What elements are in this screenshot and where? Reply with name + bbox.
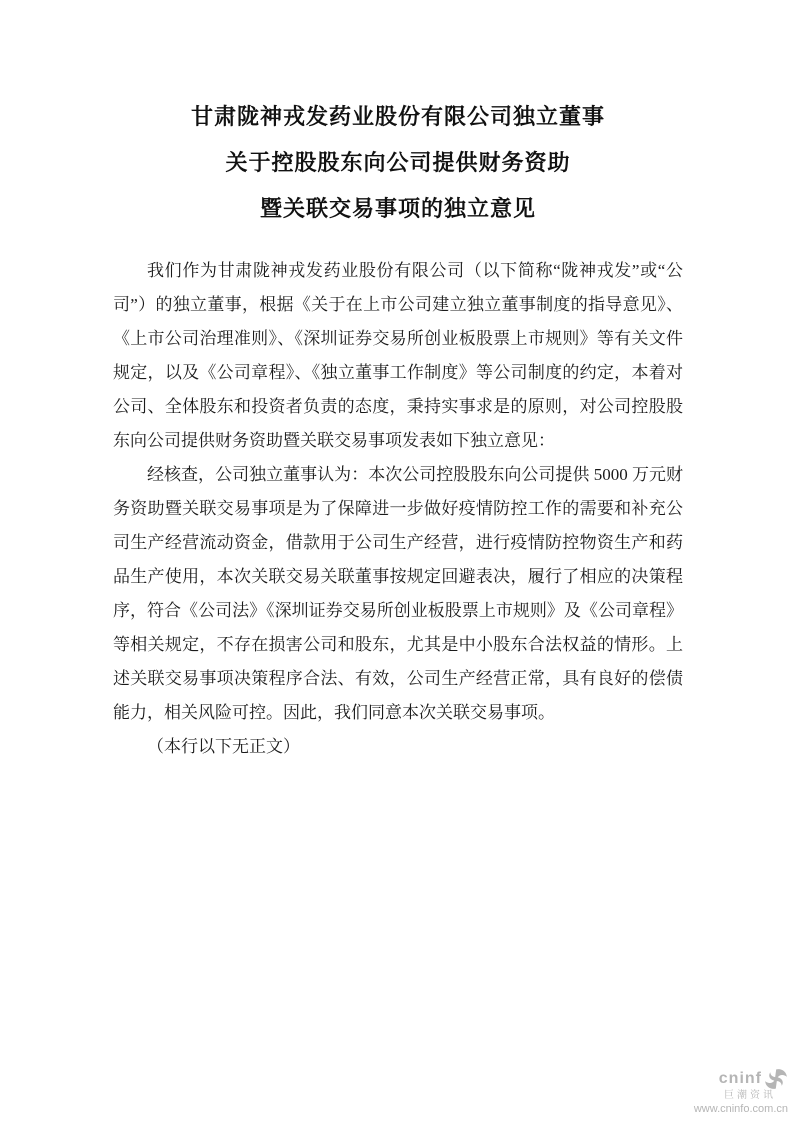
cninfo-watermark [694, 1069, 788, 1115]
title-line-2: 关于控股股东向公司提供财务资助 [225, 150, 571, 175]
paragraph-opinion: 经核查，公司独立董事认为：本次公司控股股东向公司提供 5000 万元财务资助暨关联交易事项是为了保障进一步做好疫情防控工作的需要和补充公司生产经营流动资金，借款用于公司生产经营，进行疫情防控物资生产和药品生产使用，本次关联交易关联董事按规定回避表决，履行了相应的决策程序，符合《公司法》《深圳证券交易所创业板股票上市规则》及《公司章程》等相关规定，不存在损害公司和股东，尤其是中小股东合法权益的情形。上述关联交易事项决策程序合法、有效，公司生产经营正常，具有良好的偿债能力，相关风险可控。因此，我们同意本次关联交易事项。 [113, 465, 683, 722]
paragraph-no-more-text: （本行以下无正文） [147, 737, 300, 756]
cninfo-logo-row [694, 1069, 788, 1089]
title-line-1: 甘肃陇神戎发药业股份有限公司独立董事 [190, 104, 605, 129]
document-body [113, 254, 683, 764]
document-title [113, 94, 683, 232]
cninfo-swirl-icon [764, 1069, 788, 1089]
cninfo-logo-text: cninf [718, 1070, 762, 1088]
title-line-3: 暨关联交易事项的独立意见 [259, 196, 536, 221]
cninfo-brand-name: 巨潮资讯 [724, 1089, 776, 1101]
paragraph-intro: 我们作为甘肃陇神戎发药业股份有限公司（以下简称“陇神戎发”或“公司”）的独立董事，根据《关于在上市公司建立独立董事制度的指导意见》、《上市公司治理准则》、《深圳证券交易所创业板股票上市规则》等有关文件规定，以及《公司章程》、《独立董事工作制度》等公司制度的约定，本着对公司、全体股东和投资者负责的态度，秉持实事求是的原则，对公司控股股东向公司提供财务资助暨关联交易事项发表如下独立意见： [113, 261, 683, 450]
cninfo-url: www.cninfo.com.cn [693, 1102, 788, 1115]
